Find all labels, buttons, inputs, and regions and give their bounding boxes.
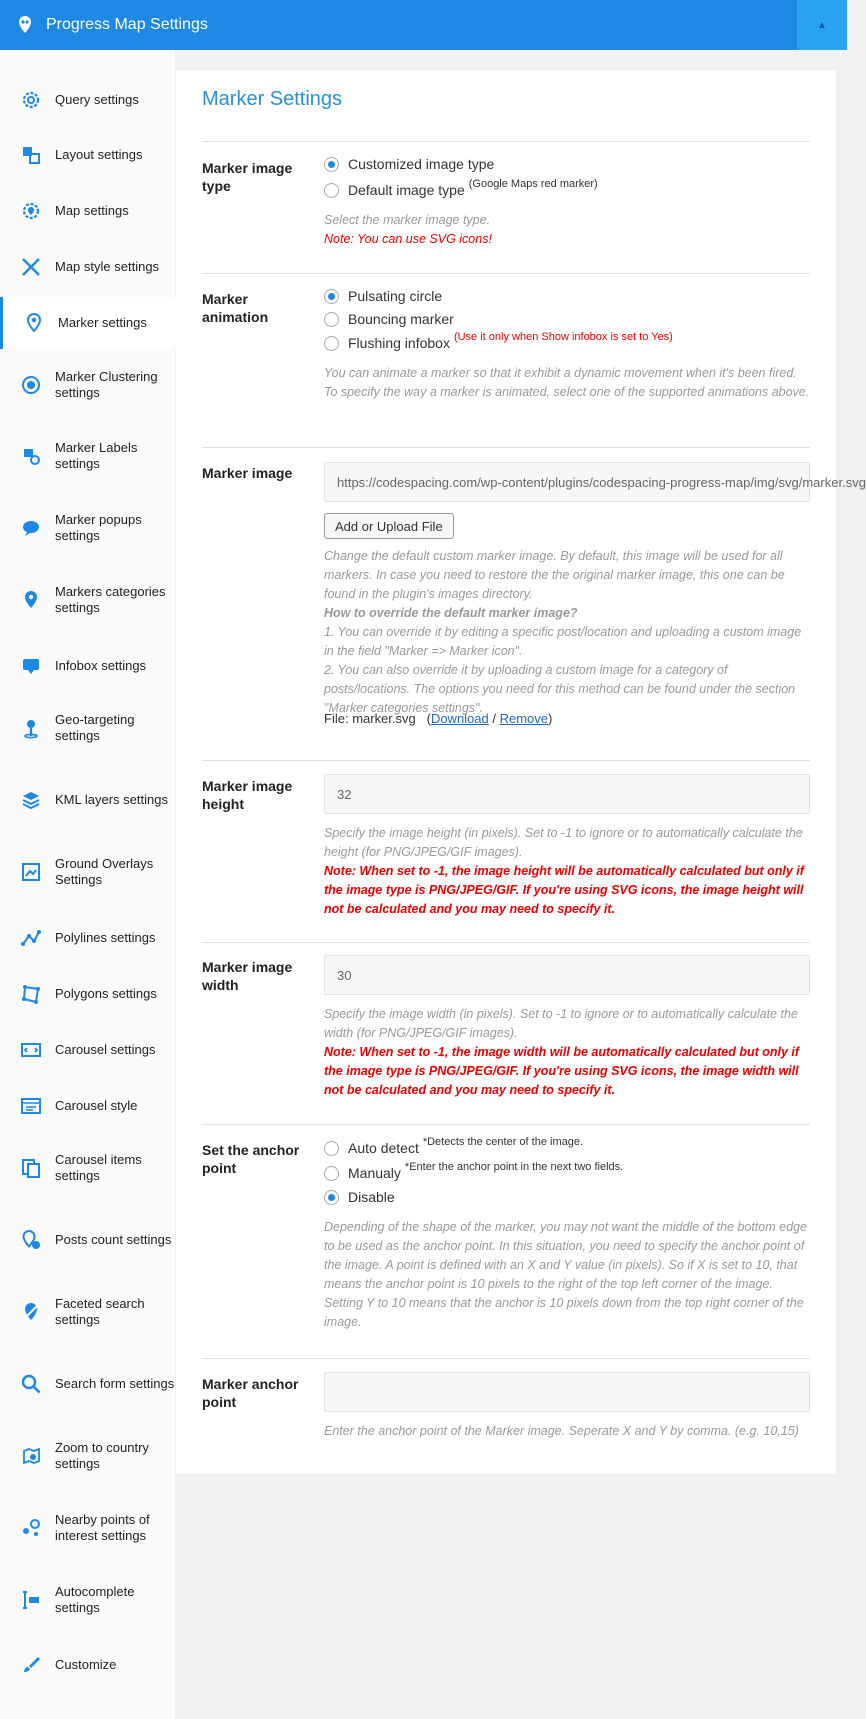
sidebar-item-label: Marker Labels settings bbox=[55, 440, 138, 471]
polygon-icon bbox=[20, 983, 42, 1005]
anchor-label: Set the anchor point bbox=[202, 1142, 300, 1176]
sidebar-item-nearby-points-of-interest-settings[interactable] bbox=[0, 1496, 176, 1560]
categories-icon bbox=[20, 589, 42, 611]
radio-label: Disable bbox=[348, 1189, 395, 1205]
settings-panel bbox=[176, 70, 866, 1474]
map-pin-logo-icon bbox=[14, 14, 36, 36]
carousel-icon bbox=[20, 1039, 42, 1061]
tools-icon bbox=[20, 256, 42, 278]
sidebar-item-label: Marker settings bbox=[58, 315, 147, 330]
layout-icon bbox=[20, 144, 42, 166]
radio-button[interactable] bbox=[324, 157, 339, 172]
file-name: marker.svg bbox=[352, 711, 416, 726]
sidebar-item-label: Polylines settings bbox=[55, 930, 156, 945]
sidebar-item-label: Map settings bbox=[55, 203, 129, 218]
radio-label: Flushing infobox bbox=[348, 335, 450, 351]
download-link[interactable]: Download bbox=[430, 711, 489, 726]
divider bbox=[202, 1124, 810, 1125]
sidebar-item-label: Map style settings bbox=[55, 259, 160, 274]
sidebar-item-label: Carousel settings bbox=[55, 1042, 156, 1057]
sidebar-item-query-settings[interactable] bbox=[0, 74, 176, 126]
sidebar-item-customize[interactable] bbox=[0, 1639, 176, 1691]
radio-label: Pulsating circle bbox=[348, 288, 443, 304]
sidebar-item-label: Layout settings bbox=[55, 147, 143, 162]
remove-link[interactable]: Remove bbox=[499, 711, 549, 726]
radio-note: (Google Maps red marker) bbox=[468, 178, 598, 190]
app-title: Progress Map Settings bbox=[46, 16, 208, 33]
labels-icon bbox=[20, 445, 42, 467]
divider bbox=[202, 273, 810, 274]
infobox-icon bbox=[20, 655, 42, 677]
anchor-point-field[interactable] bbox=[324, 1372, 810, 1412]
zoom-country-icon bbox=[20, 1445, 42, 1467]
help-text: Change the default custom marker image. By default, this image will be used for all markers. In case you need to restore the the original marker image, this one can be found in the plugin's images directory. bbox=[324, 549, 785, 601]
sidebar-item-label: KML layers settings bbox=[55, 792, 168, 807]
radio-button[interactable] bbox=[324, 312, 339, 327]
sidebar-item-label: Markers categories settings bbox=[55, 584, 166, 615]
marker-width-field[interactable]: 30 bbox=[324, 955, 810, 995]
radio-button[interactable] bbox=[324, 1141, 339, 1156]
caret-up-icon: ▲ bbox=[817, 19, 827, 31]
sidebar-item-autocomplete-settings[interactable] bbox=[0, 1568, 176, 1632]
help-text: Specify the image height (in pixels). Set to -1 to ignore or to automatically calculate the height (for PNG/JPEG/GIF images). bbox=[324, 826, 803, 859]
sidebar-item-label: Geo-targeting settings bbox=[55, 712, 135, 743]
sidebar-item-label: Carousel items settings bbox=[55, 1152, 142, 1183]
sidebar-item-geo-targeting-settings[interactable] bbox=[0, 696, 176, 760]
divider bbox=[202, 447, 810, 448]
divider bbox=[202, 1358, 810, 1359]
anchor-point-help: Enter the anchor point of the Marker image. Seperate X and Y by comma. (e.g. 10,15) bbox=[324, 1424, 799, 1438]
divider bbox=[202, 760, 810, 761]
sidebar-item-carousel-items-settings[interactable] bbox=[0, 1136, 176, 1200]
radio-note: (Use it only when Show infobox is set to Yes) bbox=[453, 331, 673, 343]
radio-button[interactable] bbox=[324, 183, 339, 198]
marker-width-help bbox=[324, 1005, 812, 1100]
divider bbox=[202, 141, 810, 142]
radio-manualy[interactable] bbox=[324, 1161, 624, 1181]
radio-note: *Enter the anchor point in the next two fields. bbox=[404, 1161, 624, 1173]
add-upload-file-button[interactable]: Add or Upload File bbox=[324, 513, 454, 539]
sidebar-item-map-settings[interactable] bbox=[0, 185, 176, 237]
marker-height-label: Marker image height bbox=[202, 778, 293, 812]
height-note: Note: When set to -1, the image height will be automatically calculated but only if the image type is PNG/JPEG/GIF. If you're using SVG icons, the image height will not be calculated and you may need to specify it. bbox=[324, 864, 804, 916]
sidebar-item-marker-labels-settings[interactable] bbox=[0, 424, 176, 488]
sidebar-item-polylines-settings[interactable] bbox=[0, 912, 176, 964]
radio-pulsating-circle[interactable] bbox=[324, 288, 442, 304]
marker-image-help bbox=[324, 547, 812, 718]
sidebar-item-polygons-settings[interactable] bbox=[0, 968, 176, 1020]
marker-image-url-field[interactable]: https://codespacing.com/wp-content/plugins/codespacing-progress-map/img/svg/marker.svg bbox=[324, 462, 810, 502]
carousel-items-icon bbox=[20, 1157, 42, 1179]
sidebar-item-label: Carousel style bbox=[55, 1098, 138, 1113]
radio-button[interactable] bbox=[324, 1166, 339, 1181]
marker-animation-label: Marker animation bbox=[202, 291, 269, 325]
page-title: Marker Settings bbox=[202, 88, 343, 110]
radio-note: *Detects the center of the image. bbox=[422, 1136, 584, 1148]
marker-image-label: Marker image bbox=[202, 465, 293, 481]
geotarget-icon bbox=[20, 717, 42, 739]
polyline-icon bbox=[20, 927, 42, 949]
sidebar-item-carousel-style[interactable] bbox=[0, 1080, 176, 1132]
help-text: 2. You can also override it by uploading a custom image for a category of posts/locations. The options you need for this method can be found under the section "Marker categories settings". bbox=[324, 663, 796, 715]
width-note: Note: When set to -1, the image width will be automatically calculated but only if the image type is PNG/JPEG/GIF. If you're using SVG icons, the image width will not be calculated and you may need to specify it. bbox=[324, 1045, 800, 1097]
anchor-help: Depending of the shape of the marker, you may not want the middle of the bottom edge to be used as the anchor point. In this situation, you need to specify the anchor point of the image. A point is defined with an X and Y value (in pixels). So if X is set to 10, that means the anchor point is 10 pixels to the right of the top left corner of the image. Setting Y to 10 means that the anchor is 10 pixels down from the top right corner of the image. bbox=[324, 1220, 807, 1329]
sidebar-item-label: Marker Clustering settings bbox=[55, 369, 158, 400]
sidebar-item-posts-count-settings[interactable] bbox=[0, 1208, 176, 1272]
help-heading: How to override the default marker image? bbox=[324, 606, 578, 620]
help-text: 1. You can override it by editing a specific post/location and uploading a custom image in the field "Marker => Marker icon". bbox=[324, 625, 802, 658]
radio-auto-detect[interactable] bbox=[324, 1136, 584, 1156]
sidebar-item-infobox-settings[interactable] bbox=[0, 640, 176, 692]
radio-customized-image[interactable] bbox=[324, 156, 494, 172]
radio-default-image[interactable] bbox=[324, 178, 598, 198]
sidebar-item-label: Autocomplete settings bbox=[55, 1584, 135, 1615]
help-text: Specify the image width (in pixels). Set to -1 to ignore or to automatically calculate the width (for PNG/JPEG/GIF images). bbox=[324, 1007, 798, 1040]
radio-button[interactable] bbox=[324, 289, 339, 304]
sidebar-item-label: Search form settings bbox=[55, 1376, 175, 1391]
sidebar-item-map-style-settings[interactable] bbox=[0, 241, 176, 293]
search-icon bbox=[20, 1373, 42, 1395]
sidebar-item-ground-overlays-settings[interactable] bbox=[0, 840, 176, 904]
marker-width-label: Marker image width bbox=[202, 959, 293, 993]
sidebar-item-label: Zoom to country settings bbox=[55, 1440, 149, 1471]
map-gear-icon bbox=[20, 200, 42, 222]
sidebar-item-zoom-to-country-settings[interactable] bbox=[0, 1424, 176, 1488]
radio-button[interactable] bbox=[324, 336, 339, 351]
marker-height-help bbox=[324, 824, 812, 919]
carousel-style-icon bbox=[20, 1095, 42, 1117]
sidebar bbox=[0, 50, 176, 1719]
radio-label: Bouncing marker bbox=[348, 311, 454, 327]
radio-disable[interactable] bbox=[324, 1189, 395, 1205]
sidebar-item-layout-settings[interactable] bbox=[0, 129, 176, 181]
sidebar-item-label: Nearby points of interest settings bbox=[55, 1512, 150, 1543]
sidebar-item-kml-layers-settings[interactable] bbox=[0, 768, 176, 832]
layers-icon bbox=[20, 789, 42, 811]
svg-note: Note: You can use SVG icons! bbox=[324, 232, 492, 246]
marker-height-field[interactable]: 32 bbox=[324, 774, 810, 814]
marker-image-type-label: Marker image type bbox=[202, 160, 293, 194]
top-bar bbox=[0, 0, 847, 50]
sidebar-item-label: Customize bbox=[55, 1657, 117, 1672]
radio-flushing-infobox[interactable] bbox=[324, 331, 673, 351]
collapse-toggle-button[interactable] bbox=[797, 0, 847, 50]
marker-image-type-help bbox=[324, 211, 812, 249]
sidebar-item-markers-categories-settings[interactable] bbox=[0, 568, 176, 632]
gear-icon bbox=[20, 89, 42, 111]
sidebar-item-label: Posts count settings bbox=[55, 1232, 172, 1247]
file-prefix: File: bbox=[324, 711, 349, 726]
sidebar-item-marker-clustering-settings[interactable] bbox=[0, 353, 176, 417]
sidebar-item-search-form-settings[interactable] bbox=[0, 1352, 176, 1416]
sidebar-item-label: Faceted search settings bbox=[55, 1296, 145, 1327]
sidebar-item-label: Polygons settings bbox=[55, 986, 157, 1001]
posts-count-icon bbox=[20, 1229, 42, 1251]
sidebar-item-marker-popups-settings[interactable] bbox=[0, 496, 176, 560]
sidebar-item-faceted-search-settings[interactable] bbox=[0, 1280, 176, 1344]
divider bbox=[202, 942, 810, 943]
sidebar-item-label: Infobox settings bbox=[55, 658, 147, 673]
overlay-icon bbox=[20, 861, 42, 883]
cluster-icon bbox=[20, 374, 42, 396]
radio-button[interactable] bbox=[324, 1190, 339, 1205]
anchor-point-label: Marker anchor point bbox=[202, 1376, 299, 1410]
radio-label: Customized image type bbox=[348, 156, 495, 172]
radio-label: Default image type bbox=[348, 182, 465, 198]
marker-animation-help: You can animate a marker so that it exhibit a dynamic movement when it's been fired. To specify the way a marker is animated, select one of the supported animations above. bbox=[324, 366, 810, 399]
brush-icon bbox=[20, 1654, 42, 1676]
sidebar-item-label: Ground Overlays Settings bbox=[55, 856, 154, 887]
radio-label: Auto detect bbox=[348, 1140, 419, 1156]
sidebar-item-label: Marker popups settings bbox=[55, 512, 142, 543]
faceted-icon bbox=[20, 1301, 42, 1323]
autocomplete-icon bbox=[20, 1589, 42, 1611]
marker-icon bbox=[23, 312, 45, 334]
popup-icon bbox=[20, 517, 42, 539]
nearby-icon bbox=[20, 1517, 42, 1539]
help-text: Select the marker image type. bbox=[324, 213, 491, 227]
sidebar-item-label: Query settings bbox=[55, 92, 139, 107]
radio-label: Manualy bbox=[348, 1165, 401, 1181]
radio-bouncing-marker[interactable] bbox=[324, 311, 454, 327]
sidebar-item-marker-settings[interactable] bbox=[0, 297, 176, 349]
file-info: File: marker.svg (Download / Remove) bbox=[324, 711, 553, 726]
sidebar-item-carousel-settings[interactable] bbox=[0, 1024, 176, 1076]
